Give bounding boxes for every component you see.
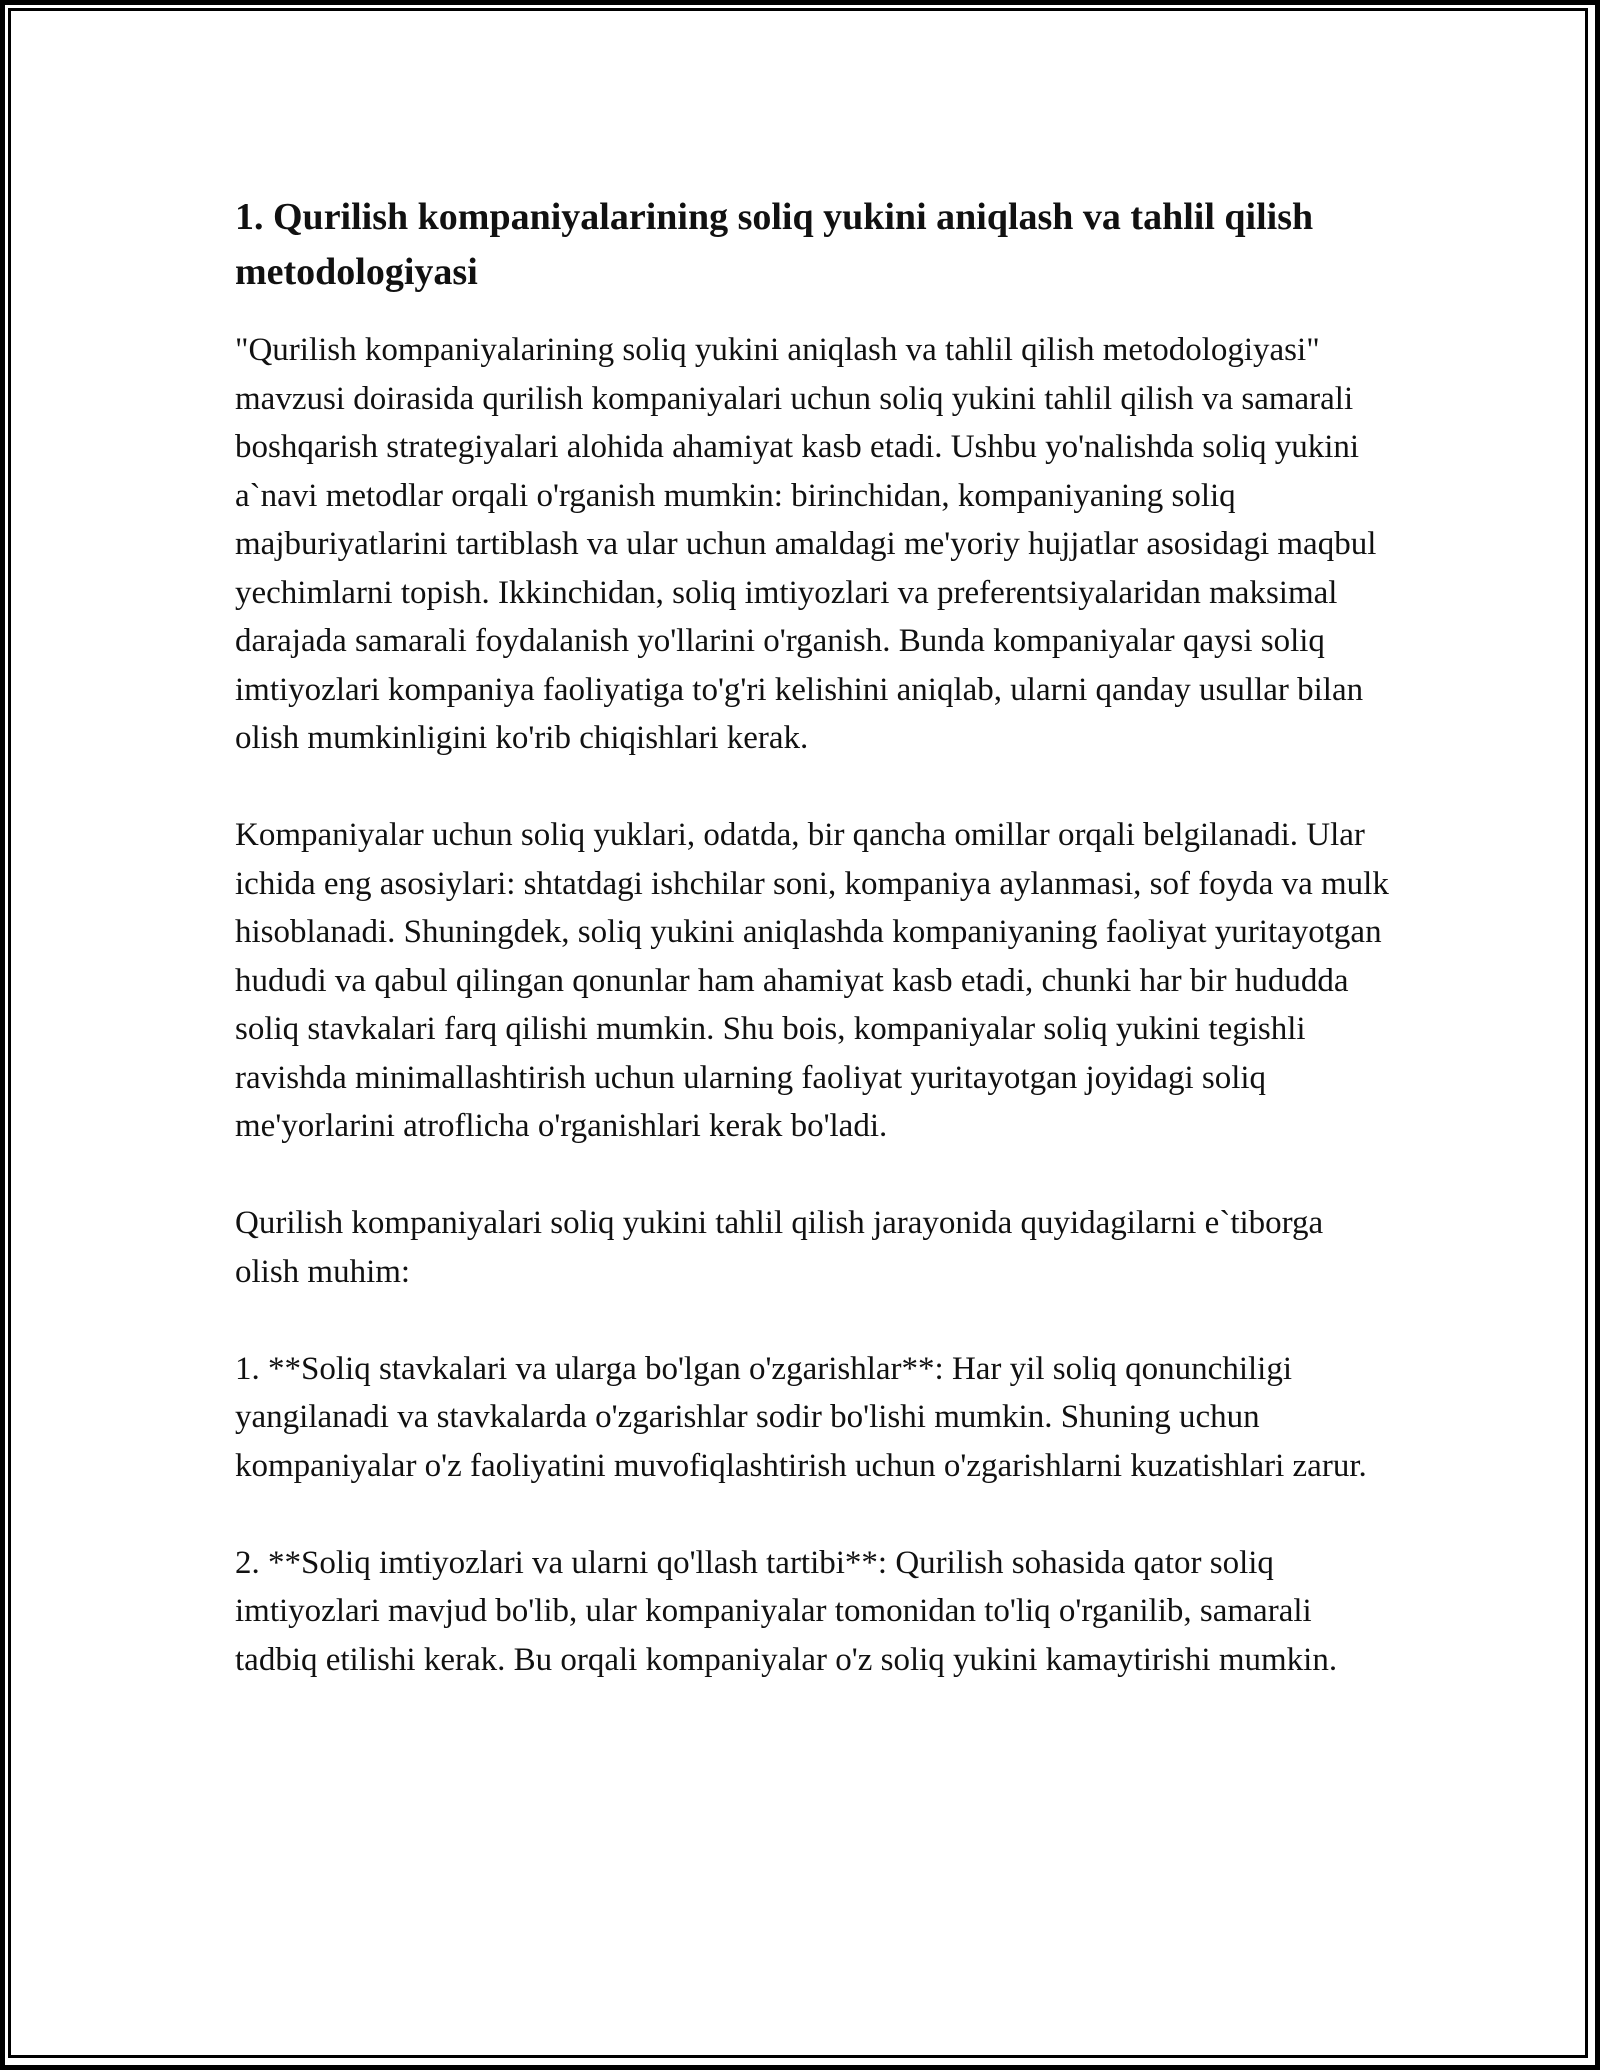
list-item-2: 2. **Soliq imtiyozlari va ularni qo'llash tartibi**: Qurilish sohasida qator soliq imtiyozlari mavjud bo'lib, ular kompaniyalar tomonidan to'liq o'rganilib, samarali tadbiq etilishi kerak. Bu orqali kompaniyalar o'z soliq yukini kamaytirishi mumkin. <box>235 1544 1338 1678</box>
paragraph-spacer <box>235 1490 1395 1539</box>
paragraph-factors: Kompaniyalar uchun soliq yuklari, odatda, bir qancha omillar orqali belgilanadi. Ular ichida eng asosiylari: shtatdagi ishchilar soni, kompaniya aylanmasi, sof foyda va mulk hisoblanadi. Shuningdek, soliq yukini aniqlashda kompaniyaning faoliyat yuritayotgan hududi va qabul qilingan qonunlar ham ahamiyat kasb etadi, chunki har bir hududda soliq stavkalari farq qilishi mumkin. Shu bois, kompaniyalar soliq yukini tegishli ravishda minimallashtirish uchun ularning faoliyat yuritayotgan joyidagi soliq me'yorlarini atroflicha o'rganishlari kerak bo'ladi. <box>235 817 1389 1144</box>
paragraph-list-intro: Qurilish kompaniyalari soliq yukini tahlil qilish jarayonida quyidagilarni e`tiborga olish muhim: <box>235 1205 1324 1290</box>
list-item-1: 1. **Soliq stavkalari va ularga bo'lgan o'zgarishlar**: Har yil soliq qonunchiligi yangilanadi va stavkalarda o'zgarishlar sodir bo'lishi mumkin. Shuning uchun kompaniyalar o'z faoliyatini muvofiqlashtirish uchun o'zgarishlarni kuzatishlari zarur. <box>235 1350 1367 1484</box>
paragraph-intro: "Qurilish kompaniyalarining soliq yukini aniqlash va tahlil qilish metodologiyasi" mavzusi doirasida qurilish kompaniyalari uchun soliq yukini tahlil qilish va samarali boshqarish strategiyalari alohida ahamiyat kasb etadi. Ushbu yo'nalishda soliq yukini a`navi metodlar orqali o'rganish mumkin: birinchidan, kompaniyaning soliq majburiyatlarini tartiblash va ular uchun amaldagi me'yoriy hujjatlar asosidagi maqbul yechimlarni topish. Ikkinchidan, soliq imtiyozlari va preferentsiyalaridan maksimal darajada samarali foydalanish yo'llarini o'rganish. Bunda kompaniyalar qaysi soliq imtiyozlari kompaniya faoliyatiga to'g'ri kelishini aniqlab, ularni qanday usullar bilan olish mumkinligini ko'rib chiqishlari kerak. <box>235 332 1377 756</box>
document-body <box>235 190 1395 1684</box>
paragraph-spacer <box>235 1296 1395 1345</box>
paragraph-spacer <box>235 763 1395 812</box>
section-heading: 1. Qurilish kompaniyalarining soliq yukini aniqlash va tahlil qilish metodologiyasi <box>235 196 1314 293</box>
paragraph-spacer <box>235 1151 1395 1200</box>
